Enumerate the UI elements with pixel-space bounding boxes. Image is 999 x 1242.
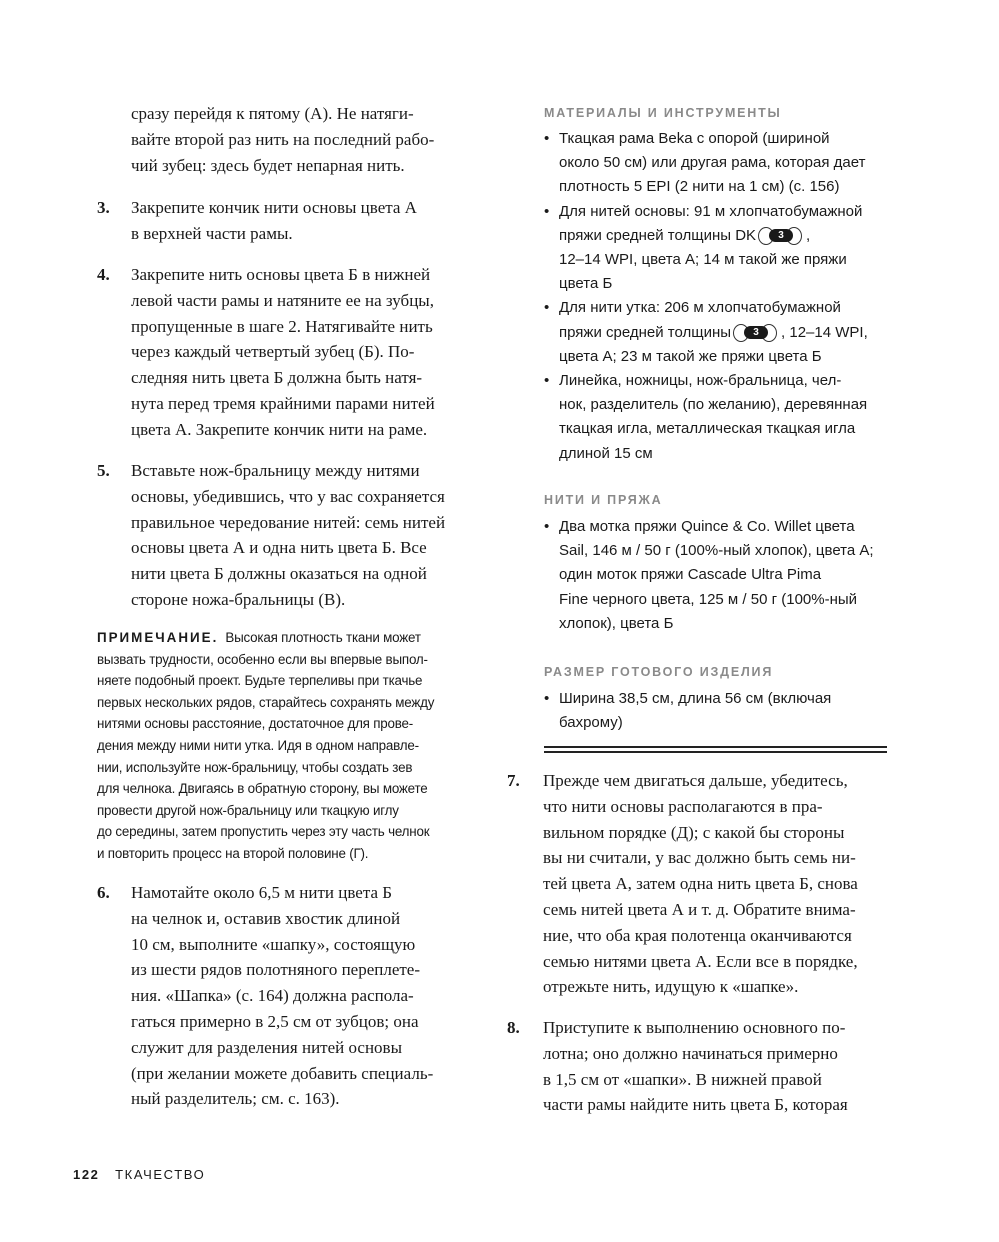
divider-rule-top <box>544 746 887 748</box>
size-heading: РАЗМЕР ГОТОВОГО ИЗДЕЛИЯ <box>544 665 774 679</box>
step-number: 4. <box>97 265 110 284</box>
yarn-weight-icon: 3 <box>758 226 804 246</box>
bullet-icon: • <box>544 518 550 535</box>
yarn-heading: НИТИ И ПРЯЖА <box>544 493 663 507</box>
list-item: • Два мотка пряжи Quince & Co. Willet цвета Sail, 146 м / 50 г (100%-ный хлопок), цвета А; один моток пряжи Cascade Ultra Pima Fine черного цвета, 125 м / 50 г (100%-ный хлопок), цвета Б <box>544 515 894 636</box>
list-item: • Ткацкая рама Beka с опорой (шириной около 50 см) или другая рама, которая дает плотность 5 EPI (2 нити на 1 см) (с. 156) <box>544 127 894 200</box>
step-number: 3. <box>97 198 110 217</box>
bullet-icon: • <box>544 202 550 220</box>
page-footer <box>73 1167 205 1182</box>
step-6: 6. Намотайте около 6,5 м нити цвета Б на челнок и, оставив хвостик длиной 10 см, выполните «шапку», состоящую из шести рядов полотняного переплете- ния. «Шапка» (с. 164) должна распола- гаться примерно в 2,5 см от зубцов; она служит для разделения нитей основы (при желании можете добавить специаль- ный разделитель; см. с. 163). <box>131 880 433 1112</box>
divider-rule-bottom <box>544 751 887 753</box>
list-item: • Ширина 38,5 см, длина 56 см (включая бахрому) <box>544 687 894 735</box>
step-number: 7. <box>507 771 520 790</box>
intro-paragraph: сразу перейдя к пятому (А). Не натяги- вайте второй раз нить на последний рабо- чий зубец: здесь будет непарная нить. <box>131 104 435 175</box>
list-item: • Для нити утка: 206 м хлопчатобумажной пряжи средней толщины 3 , 12–14 WPI, цвета А; 23 м такой же пряжи цвета Б <box>544 296 894 369</box>
step-4: 4. Закрепите нить основы цвета Б в нижней левой части рамы и натяните ее на зубцы, пропущенные в шаге 2. Натягивайте нить через каждый четвертый зубец (Б). По- следняя нить цвета Б должна быть натя- нута перед тремя крайними парами нитей цвета А. Закрепите кончик нити на раме. <box>131 262 435 443</box>
step-8: 8. Приступите к выполнению основного по- лотна; оно должно начинаться примерно в 1,5 см от «шапки». В нижней правой части рамы найдите нить цвета Б, которая <box>543 1015 848 1118</box>
materials-heading: МАТЕРИАЛЫ И ИНСТРУМЕНТЫ <box>544 106 782 120</box>
bullet-icon: • <box>544 372 550 390</box>
step-number: 5. <box>97 461 110 480</box>
step-3: 3. Закрепите кончик нити основы цвета А в верхней части рамы. <box>131 195 417 247</box>
size-list <box>544 687 894 735</box>
bullet-icon: • <box>544 690 550 707</box>
step-number: 8. <box>507 1018 520 1037</box>
step-7: 7. Прежде чем двигаться дальше, убедитесь, что нити основы располагаются в пра- вильном порядке (Д); с какой бы стороны вы ни считали, у вас должно быть семь ни- тей цвета А, затем одна нить цвета Б, снова семь нитей цвета А и т. д. Обратите внима- ние, что оба края полотенца оканчиваются семью нитями цвета А. Если все в порядке, отрежьте нить, идущую к «шапке». <box>543 768 858 1000</box>
list-item: • Для нитей основы: 91 м хлопчатобумажной пряжи средней толщины DK 3 , 12–14 WPI, цвета А; 14 м такой же пряжи цвета Б <box>544 200 894 297</box>
yarn-list <box>544 515 894 636</box>
materials-list <box>544 127 894 466</box>
bullet-icon: • <box>544 130 550 147</box>
section-title: ТКАЧЕСТВО <box>115 1167 206 1182</box>
yarn-weight-icon: 3 <box>733 323 779 343</box>
note-block: ПРИМЕЧАНИЕ. Высокая плотность ткани может вызвать трудности, особенно если вы впервые выпол- няете подобный проект. Будьте терпеливы при ткачье первых нескольких рядов, старайтесь сохранять между нитями основы расстояние, достаточное для прове- дения между ними нити утка. Идя в одном направле- нии, используйте нож-бральницу, чтобы создать зев для челнока. Двигаясь в обратную сторону, вы можете провести другой нож-бральницу или ткацкую иглу до середины, затем пропустить через эту часть челнок и повторить процесс на второй половине (Г). <box>97 630 435 861</box>
step-number: 6. <box>97 883 110 902</box>
list-item: • Линейка, ножницы, нож-бральница, чел- нок, разделитель (по желанию), деревянная ткацкая игла, металлическая ткацкая игла длиной 15 см <box>544 369 894 466</box>
page-number: 122 <box>73 1167 100 1182</box>
note-label: ПРИМЕЧАНИЕ. <box>97 630 219 645</box>
step-5: 5. Вставьте нож-бральницу между нитями основы, убедившись, что у вас сохраняется правильное чередование нитей: семь нитей основы цвета А и одна нить цвета Б. Все нити цвета Б должны оказаться на одной стороне ножа-бральницы (В). <box>131 458 445 613</box>
bullet-icon: • <box>544 299 550 317</box>
